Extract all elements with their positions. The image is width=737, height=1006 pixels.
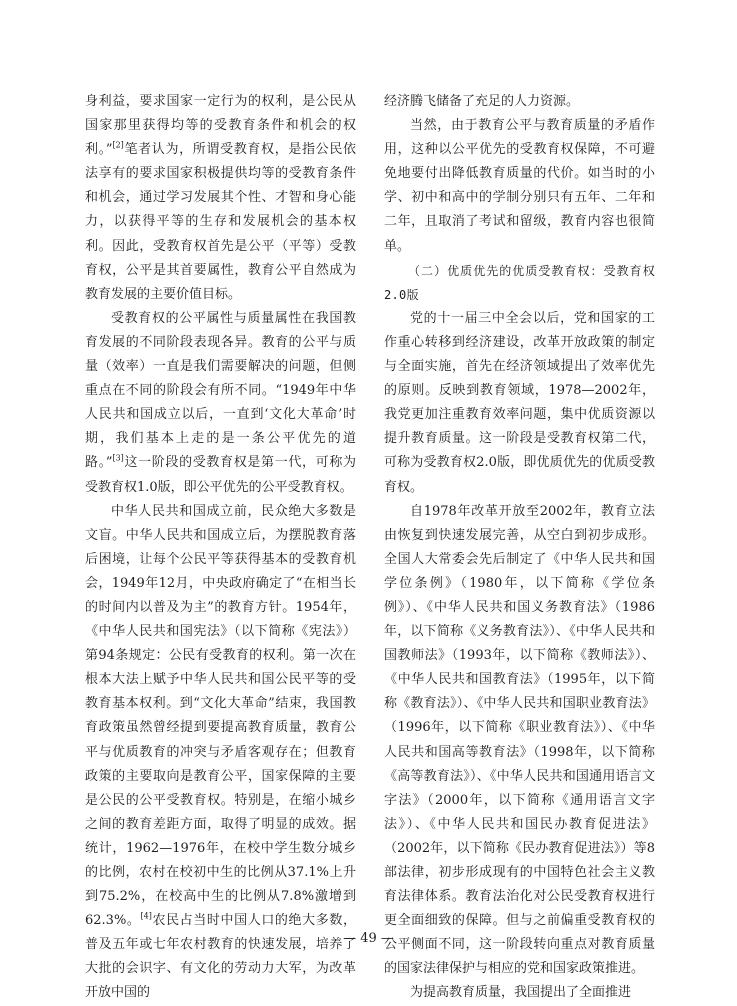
- right-paragraph-5: 为提高教育质量，我国提出了全面推进: [410, 985, 632, 1001]
- left-paragraph-1: [85, 90, 356, 307]
- citation-ref: [3]: [112, 454, 124, 464]
- paragraph-text: 身利益，要求国家一定行为的权利，是公民从国家那里获得均等的受教育条件和机会的权利。”: [85, 94, 356, 158]
- paragraph-text: 受教育权的公平属性与质量属性在我国教育发展的不同阶段表现各异。教育的公平与质量（效率）一直是我们需要解决的问题，但侧重点在不同的阶段会有所不同。“1949年中华人民共和国成立以后，一直到‘文化大革命’时期，我们基本上走的是一条公平优先的道路。”: [85, 310, 356, 471]
- right-paragraph-3: 党的十一届三中全会以后，党和国家的工作重心转移到经济建设，改革开放政策的制定与全面实施，首先在经济领域提出了效率优先的原则。反映到教育领域，1978—2002年，我党更加注重教育效率问题，集中优质资源以提升教育质量。这一阶段是受教育权第二代，可称为受教育权2.0版，即优质优先的优质受教育权。: [384, 310, 655, 495]
- citation-ref: [4]: [140, 911, 152, 921]
- left-paragraph-3: [85, 500, 356, 1006]
- paragraph-text: 这一阶段的受教育权是第一代，可称为受教育权1.0版，即公平优先的公平受教育权。: [85, 455, 356, 495]
- section-subheading: （二）优质优先的优质受教育权：受教育权2.0版: [384, 263, 655, 302]
- paragraph-text: 中华人民共和国成立前，民众绝大多数是文盲。中华人民共和国成立后，为摆脱教育落后困境，让每个公民平等获得基本的受教育机会，1949年12月，中央政府确定了“在相当长的时间内以普及为主”的教育方针。1954年，《中华人民共和国宪法》（以下简称《宪法》）第94条规定：公民有受教育的权利。第一次在根本大法上赋予中华人民共和国公民平等的受教育基本权利。到“文化大革命”结束，我国教育政策虽然曾经提到要提高教育质量，教育公平与优质教育的冲突与矛盾客观存在；但教育政策的主要取向是教育公平，国家保障的主要是公民的公平受教育权。特别是，在缩小城乡之间的教育差距方面，取得了明显的成效。据统计，1962—1976年，在校中学生数分城乡的比例，农村在校初中生的比例从37.1%上升到75.2%，在校高中生的比例从7.8%激增到62.3%。: [85, 503, 356, 929]
- right-paragraph-1: 经济腾飞储备了充足的人力资源。: [384, 94, 580, 109]
- left-paragraph-2: [85, 307, 356, 500]
- right-paragraph-4: 自1978年改革开放至2002年，教育立法由恢复到快速发展完善，从空白到初步成形。全国人大常委会先后制定了《中华人民共和国学位条例》（1980年，以下简称《学位条例》）、《中华人民共和国义务教育法》（1986年，以下简称《义务教育法》）、《中华人民共和国教师法》（1993年，以下简称《教师法》）、《中华人民共和国教育法》（1995年，以下简称《教育法》）、《中华人民共和国职业教育法》（1996年，以下简称《职业教育法》）、《中华人民共和国高等教育法》（1998年，以下简称《高等教育法》）、《中华人民共和国通用语言文字法》（2000年，以下简称《通用语言文字法》）、《中华人民共和国民办教育促进法》（2002年，以下简称《民办教育促进法》）等8部法律，初步形成现有的中国特色社会主义教育法律体系。教育法治化对公民受教育权进行更全面细致的保障。但与之前偏重受教育权的公平侧面不同，这一阶段转向重点对教育质量的国家法律保护与相应的党和国家政策推进。: [384, 503, 655, 977]
- page-number: — 49 —: [343, 931, 394, 946]
- paragraph-text: 农民占当时中国人口的绝大多数，普及五年或七年农村教育的快速发展，培养了大批的会识字、有文化的劳动力大军，为改革开放中国的: [85, 913, 356, 1001]
- left-column: [85, 90, 356, 1006]
- right-paragraph-2: 当然，由于教育公平与教育质量的矛盾作用，这种以公平优先的受教育权保障，不可避免地要付出降低教育质量的代价。如当时的小学、初中和高中的学制分别只有五年、二年和二年，且取消了考试和留级，教育内容也很简单。: [384, 118, 655, 254]
- right-column: [384, 90, 655, 1006]
- paragraph-text: 笔者认为，所谓受教育权，是指公民依法享有的要求国家积极提供均等的受教育条件和机会，通过学习发展其个性、才智和身心能力，以获得平等的生存和发展机会的基本权利。因此，受教育权首先是公平（平等）受教育权，公平是其首要属性，教育公平自然成为教育发展的主要价值目标。: [85, 142, 356, 302]
- citation-ref: [2]: [112, 140, 124, 150]
